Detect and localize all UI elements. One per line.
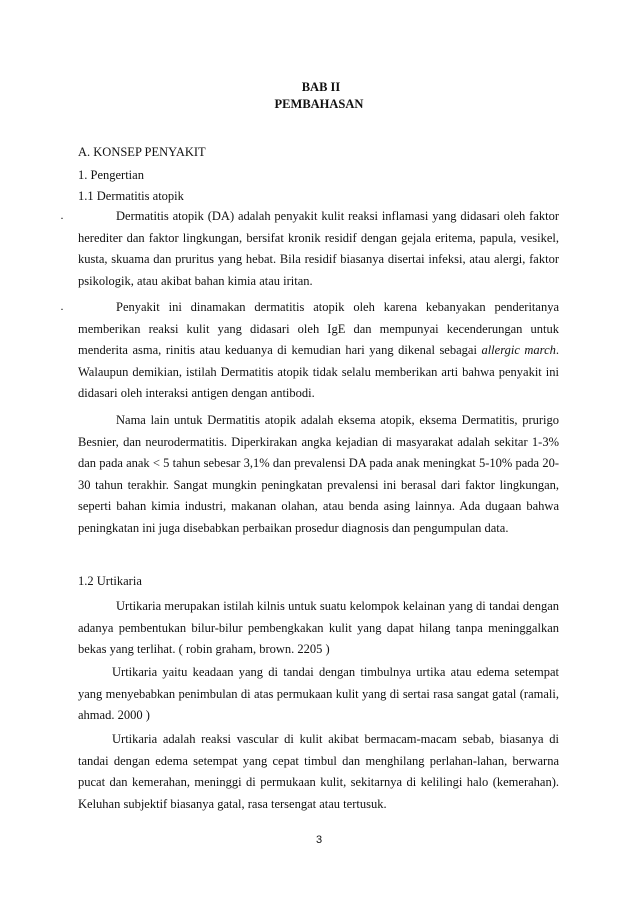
paragraph-dermatitis-name xyxy=(78,297,559,405)
paragraph-text: Urtikaria yaitu keadaan yang di tandai dengan timbulnya urtika atau edema setempat yang menyebabkan penimbulan di atas permukaan kulit yang di sertai rasa sangat gatal (ramali, ahmad. 2000 ) xyxy=(78,665,559,722)
emphasis-text: allergic march xyxy=(481,343,556,357)
paragraph-text: Dermatitis atopik (DA) adalah penyakit kulit reaksi inflamasi yang didasari oleh faktor herediter dan faktor lingkungan, bersifat kronik residif dengan gejala eritema, papula, vesikel, kusta, skuama dan pruritus yang hebat. Bila residif biasanya disertai infeksi, atau alergi, faktor psikologik, atau akibat bahan kimia atau iritan. xyxy=(78,209,559,288)
paragraph-urtikaria-1 xyxy=(78,596,559,661)
paragraph-text: Urtikaria adalah reaksi vascular di kulit akibat bermacam-macam sebab, biasanya di tandai dengan edema setempat yang cepat timbul dan menghilang perlahan-lahan, berwarna pucat dan kemerahan, meninggi di permukaan kulit, sekitarnya di kelilingi halo (kemerahan). Keluhan subjektif biasanya gatal, rasa tersengat atau tertusuk. xyxy=(78,732,559,811)
page-number: 3 xyxy=(315,834,323,846)
paragraph-urtikaria-3 xyxy=(78,729,559,815)
subsection-heading: 1. Pengertian xyxy=(78,168,144,182)
paragraph-urtikaria-2 xyxy=(78,662,559,727)
chapter-subtitle: PEMBAHASAN xyxy=(274,97,364,111)
paragraph-text: Nama lain untuk Dermatitis atopik adalah eksema atopik, eksema Dermatitis, prurigo Besnier, dan neurodermatitis. Diperkirakan angka kejadian di masyarakat adalah sekitar 1-3% dan pada anak < 5 tahun sebesar 3,1% dan prevalensi DA pada anak meningkat 5-10% pada 20-30 tahun terakhir. Sangat mungkin peningkatan prevalensi ini berasal dari faktor lingkungan, seperti bahan kimia industri, makanan olahan, atau benda asing lainnya. Ada dugaan bahwa peningkatan ini juga disebabkan perbaikan prosedur diagnosis dan pengumpulan data. xyxy=(78,413,559,535)
paragraph-text: Urtikaria merupakan istilah kilnis untuk suatu kelompok kelainan yang di tandai dengan adanya pembentukan bilur-bilur pembengkakan kulit yang dapat hilang tanpa meninggalkan bekas yang terlihat. ( robin graham, brown. 2205 ) xyxy=(78,599,559,656)
margin-mark: · xyxy=(60,302,64,316)
section-heading: A. KONSEP PENYAKIT xyxy=(78,145,206,159)
paragraph-dermatitis-other-names xyxy=(78,410,559,539)
topic-heading-urtikaria: 1.2 Urtikaria xyxy=(78,574,142,588)
paragraph-dermatitis-definition xyxy=(78,206,559,292)
chapter-title: BAB II xyxy=(301,80,341,94)
topic-heading-dermatitis: 1.1 Dermatitis atopik xyxy=(78,189,184,203)
paragraph-text: Penyakit ini dinamakan dermatitis atopik oleh karena kebanyakan penderitanya memberikan reaksi kulit yang didasari oleh IgE dan mempunyai kecenderungan untuk menderita asma, rinitis atau keduanya di kemudian hari yang dikenal sebagai allergic march. Walaupun demikian, istilah Dermatitis atopik tidak selalu memberikan arti bahwa penyakit ini didasari oleh interaksi antigen dengan antibodi. xyxy=(78,300,559,400)
margin-mark: · xyxy=(60,211,64,225)
